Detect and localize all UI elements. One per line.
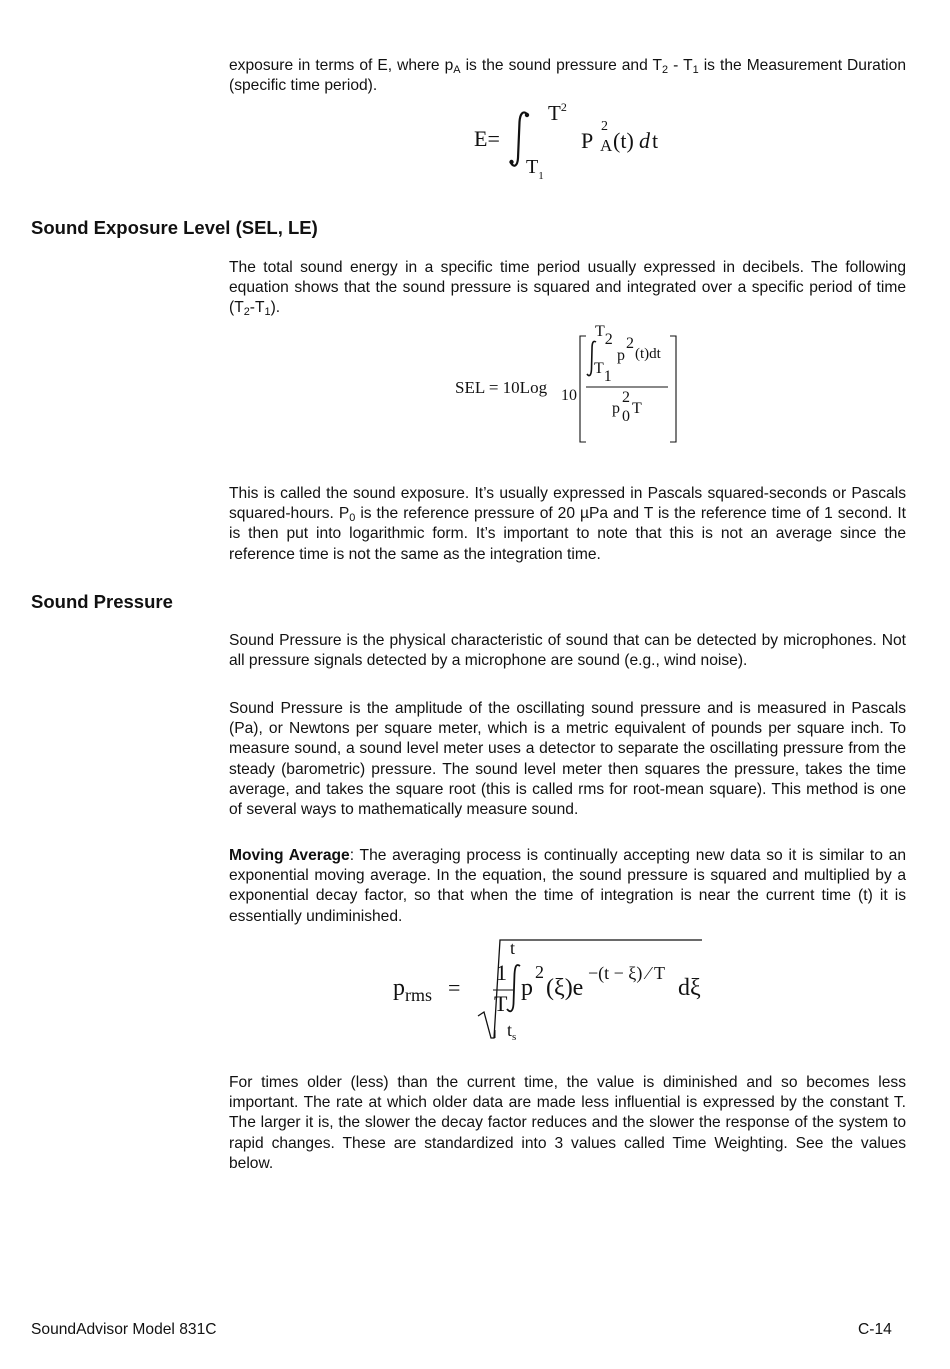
sel-eq-tdt: (t)dt bbox=[635, 346, 661, 362]
eq1-integrand-sub: A bbox=[600, 136, 613, 155]
sel-eq-den-t: T bbox=[632, 400, 642, 417]
sel-paragraph-1: The total sound energy in a specific time period usually expressed in decibels. The following equation shows that the sound pressure is squared and integrated over a specific period of time $(T_2-T_1)$. bbox=[229, 259, 906, 319]
sound-pressure-heading: Sound Pressure bbox=[31, 591, 173, 612]
sel-eq-p-sup: 2 bbox=[626, 335, 634, 352]
rms-eq-p-sup: 2 bbox=[535, 962, 544, 982]
rms-eq-xi-e: (ξ)e bbox=[546, 975, 584, 1001]
eq1-lhs: E= bbox=[474, 126, 500, 151]
rms-eq-lower: $t_s$ bbox=[507, 1020, 517, 1043]
sel-eq-den-p: p bbox=[612, 400, 620, 417]
sound-pressure-paragraph-2: Sound Pressure is the amplitude of the oscillating sound pressure and is measured in Pascals (Pa), or Newtons per square meter, which is a metric equivalent of pounds per square inch. To measure sound, a sound level meter uses a detector to separate the oscillating pressure from the steady (barometric) pressure. The sound level meter then squares the pressure, takes the time average, and takes the square root (this is called rms for root-mean square). This method is one of several ways to mathematically measure sound. bbox=[229, 700, 906, 819]
eq1-lower-limit: $T_1$ bbox=[526, 156, 544, 182]
sel-eq-lhs: SEL = 10Log bbox=[455, 378, 548, 397]
rms-eq-dxi: dξ bbox=[678, 975, 701, 1001]
time-weighting-paragraph: For times older (less) than the current time, the value is diminished and so becomes less important. The rate at which older data are made less influential is expressed by the constant T. The larger it is, the slower the decay factor reduces and the slower the response of the system to rapid changes. These are standardized into 3 values called Time Weighting. See the values below. bbox=[229, 1074, 906, 1172]
sel-eq-upper: T2 bbox=[595, 323, 613, 348]
moving-average-paragraph: Moving Average: The averaging process is continually accepting new data so it is similar to an exponential moving average. In the equation, the sound pressure is squared and multiplied by a exponential decay factor, so that when the time of integration is near the current time (t) it is essentially undiminished. bbox=[229, 847, 906, 925]
sel-eq-p: p bbox=[617, 347, 625, 364]
sound-pressure-paragraph-1: Sound Pressure is the physical characteristic of sound that can be detected by microphones. Not all pressure signals detected by a microphone are sound (e.g., wind noise). bbox=[229, 632, 906, 670]
eq1-integrand-p: P bbox=[581, 128, 594, 153]
rms-eq-p: p bbox=[521, 975, 533, 1001]
sel-eq-lower: T1 bbox=[594, 360, 612, 385]
rms-eq-equals: = bbox=[448, 975, 461, 1000]
eq1-d: d bbox=[639, 128, 650, 153]
rms-eq-frac-num: 1 bbox=[496, 960, 507, 985]
sel-heading: Sound Exposure Level (SEL, LE) bbox=[31, 217, 318, 238]
rms-eq-exponent: −(t − ξ) ⁄ T bbox=[588, 963, 665, 983]
footer-page-number: C-14 bbox=[858, 1321, 892, 1338]
eq1-upper-limit: $T^2$ bbox=[548, 100, 567, 125]
rms-eq-frac-den: T bbox=[494, 991, 508, 1016]
rms-eq-lhs: $p_{rms}$ bbox=[393, 975, 432, 1005]
eq1-integrand-rest: (t) bbox=[613, 128, 634, 153]
intro-paragraph: exposure in terms of E, where $p_A$ is the sound pressure and $T_2 - T_1$ is the Measurement Duration (specific time period). bbox=[229, 57, 906, 95]
eq1-integrand-sup: 2 bbox=[601, 119, 608, 134]
footer-product-name: SoundAdvisor Model 831C bbox=[31, 1321, 217, 1338]
eq1-t: t bbox=[652, 128, 659, 153]
sel-eq-den-sup: 2 bbox=[622, 389, 630, 406]
sel-eq-log-sub: 10 bbox=[561, 387, 577, 404]
rms-eq-upper: t bbox=[510, 938, 516, 958]
sel-paragraph-2: This is called the sound exposure. It’s usually expressed in Pascals squared-seconds or Pascals squared-hours. $P_0$ is the reference pressure of 20 µPa and T is the reference time of 1 second. It is then put into logarithmic form. It’s important to note that this is not an average since the reference time is not the same as the integration time. bbox=[229, 485, 906, 563]
sel-eq-den-sub: 0 bbox=[622, 408, 630, 425]
